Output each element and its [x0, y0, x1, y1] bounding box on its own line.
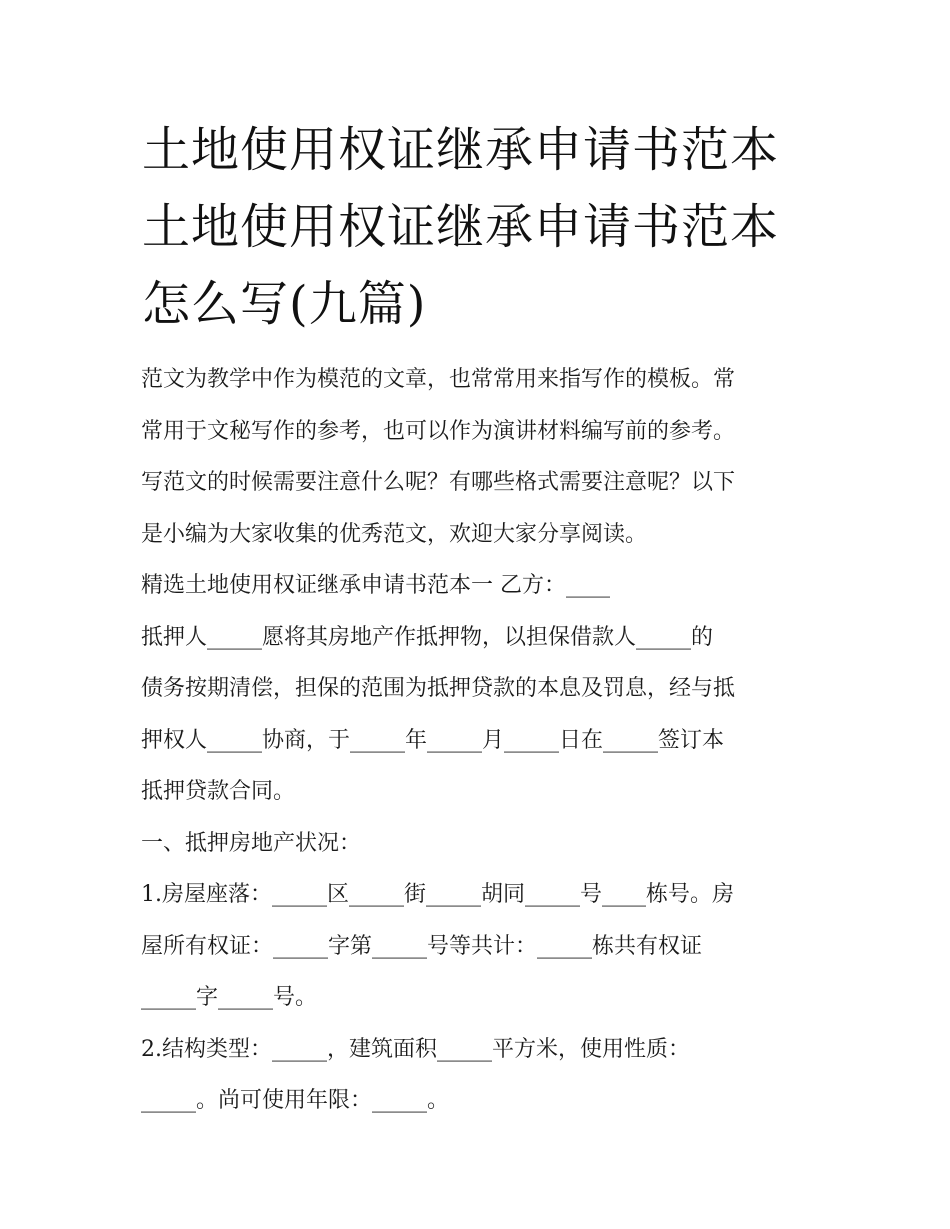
text-line: 一、抵押房地产状况：: [141, 830, 362, 856]
clause-item-1: [141, 869, 821, 1024]
text-line: 精选土地使用权证继承申请书范本一 乙方：____: [141, 573, 610, 598]
text-line: _____。尚可使用年限：_____。: [141, 1088, 450, 1113]
text-line: 抵押人_____愿将其房地产作抵押物，以担保借款人_____的: [141, 624, 714, 650]
text-line: 2.结构类型：_____，建筑面积_____平方米，使用性质：: [141, 1036, 690, 1062]
section-heading-paragraph: [141, 560, 821, 612]
document-body: [141, 354, 821, 1127]
text-line: 抵押贷款合同。: [141, 779, 296, 804]
text-line: 1.房屋座落：_____区_____街_____胡同_____号____栋号。房: [141, 882, 734, 907]
title-line: 怎么写(九篇): [142, 276, 427, 332]
clause-heading: [141, 818, 821, 870]
text-line: 常用于文秘写作的参考，也可以作为演讲材料编写前的参考。: [141, 418, 736, 444]
text-line: 是小编为大家收集的优秀范文，欢迎大家分享阅读。: [141, 521, 648, 547]
text-line: 范文为教学中作为模范的文章，也常常用来指写作的模板。常: [141, 367, 736, 392]
clause-item-2: [141, 1024, 821, 1127]
contract-paragraph: [141, 612, 821, 818]
text-line: 押权人_____协商，于_____年_____月_____日在_____签订本: [141, 727, 725, 753]
document-title: [142, 112, 822, 343]
text-line: 写范文的时候需要注意什么呢？有哪些格式需要注意呢？以下: [141, 470, 736, 495]
intro-paragraph: [141, 354, 821, 560]
text-line: 债务按期清偿，担保的范围为抵押贷款的本息及罚息，经与抵: [141, 676, 736, 701]
text-line: 屋所有权证：_____字第_____号等共计：_____栋共有权证: [141, 933, 703, 959]
text-line: _____字_____号。: [141, 985, 318, 1010]
title-line: 土地使用权证继承申请书范本: [142, 122, 780, 178]
title-line: 土地使用权证继承申请书范本: [142, 199, 780, 255]
